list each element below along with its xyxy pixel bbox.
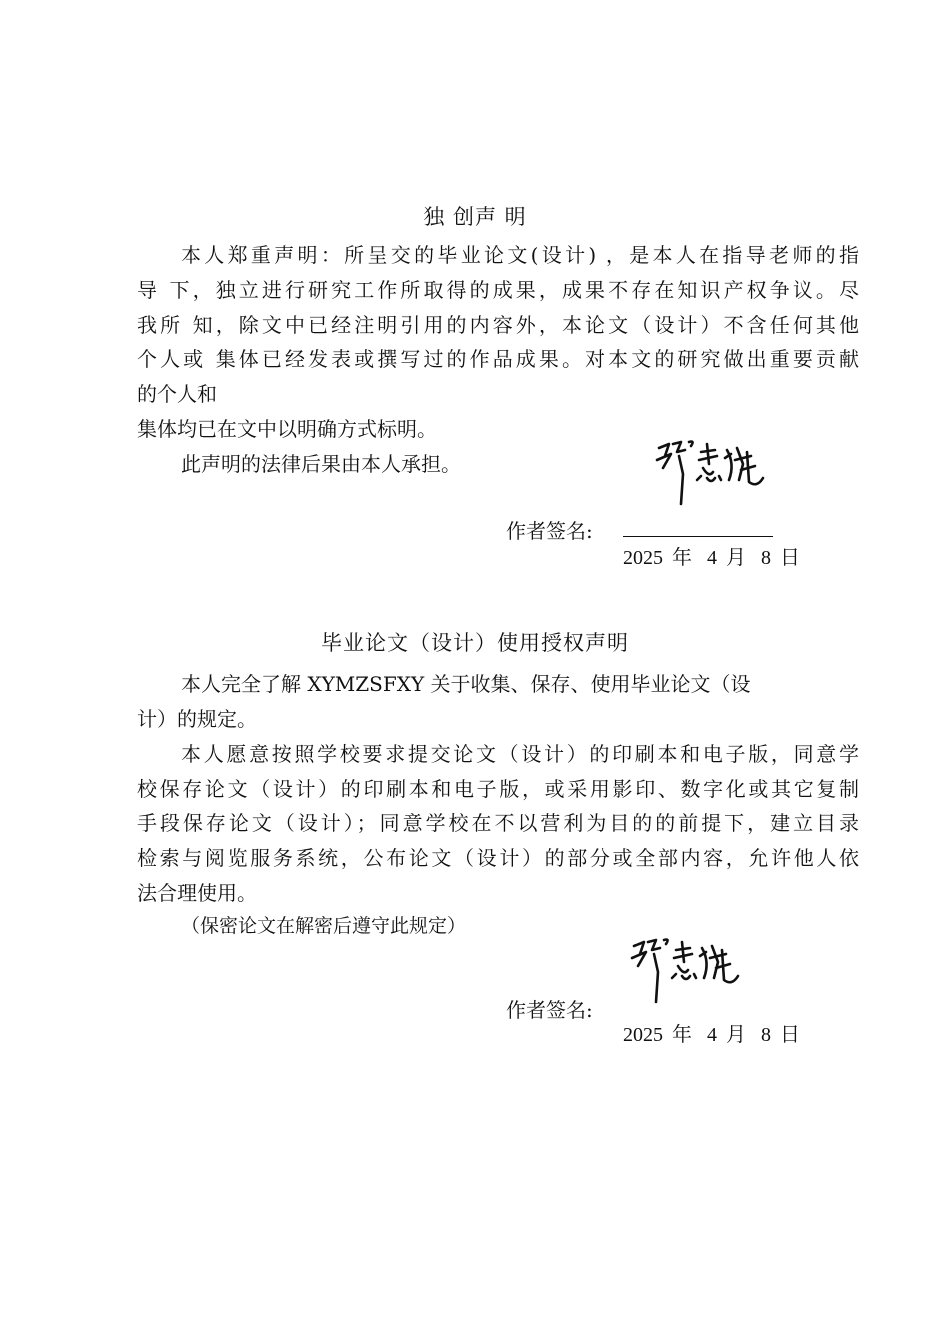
signature-underline xyxy=(623,536,773,537)
declaration-line-4: 个人或 集体已经发表或撰写过的作品成果。对本文的研究做出重要贡献 xyxy=(137,347,859,371)
date-month: 4 xyxy=(707,1024,717,1046)
authorization-line-5: 手段保存论文（设计）；同意学校在不以营利为目的的前提下，建立目录 xyxy=(137,811,859,835)
date-year-unit: 年 xyxy=(672,1024,692,1046)
date-year: 2025 xyxy=(623,1024,663,1046)
authorization-date xyxy=(623,1018,800,1047)
authorization-line-6: 检索与阅览服务系统，公布论文（设计）的部分或全部内容，允许他人依 xyxy=(137,846,859,870)
date-month-unit: 月 xyxy=(726,547,746,569)
declaration-line-6: 集体均已在文中以明确方式标明。 xyxy=(137,417,437,441)
date-month: 4 xyxy=(707,547,717,569)
declaration-line-3: 我所 知，除文中已经注明引用的内容外，本论文（设计）不含任何其他 xyxy=(137,313,859,337)
date-day-unit: 日 xyxy=(780,547,800,569)
date-day: 8 xyxy=(761,547,771,569)
authorization-line-1: 本人完全了解 XYMZSFXY 关于收集、保存、使用毕业论文（设 xyxy=(181,672,751,696)
signature-label-1: 作者签名: xyxy=(506,519,593,543)
authorization-line-2: 计）的规定。 xyxy=(137,707,257,731)
authorization-line-7: 法合理使用。 xyxy=(137,881,257,905)
date-day: 8 xyxy=(761,1024,771,1046)
authorization-title: 毕业论文（设计）使用授权声明 xyxy=(321,631,629,655)
authorization-note: （保密论文在解密后遵守此规定） xyxy=(181,915,467,937)
declaration-line-5: 的个人和 xyxy=(137,382,217,406)
date-month-unit: 月 xyxy=(726,1024,746,1046)
declaration-line-2: 导 下，独立进行研究工作所取得的成果，成果不存在知识产权争议。尽 xyxy=(137,278,859,302)
signature-label-2: 作者签名: xyxy=(506,998,593,1022)
declaration-line-7: 此声明的法律后果由本人承担。 xyxy=(181,452,461,476)
date-year-unit: 年 xyxy=(672,547,692,569)
declaration-date xyxy=(623,541,800,570)
authorization-line-3: 本人愿意按照学校要求提交论文（设计）的印刷本和电子版，同意学 xyxy=(181,742,859,766)
declaration-title: 独 创声 明 xyxy=(423,205,527,229)
date-year: 2025 xyxy=(623,547,663,569)
author-signature-1 xyxy=(651,434,781,508)
author-signature-2 xyxy=(626,932,756,1006)
declaration-line-1: 本人郑重声明：所呈交的毕业论文(设计) ，是本人在指导老师的指 xyxy=(181,243,859,267)
date-day-unit: 日 xyxy=(780,1024,800,1046)
authorization-line-4: 校保存论文（设计）的印刷本和电子版，或采用影印、数字化或其它复制 xyxy=(137,777,859,801)
